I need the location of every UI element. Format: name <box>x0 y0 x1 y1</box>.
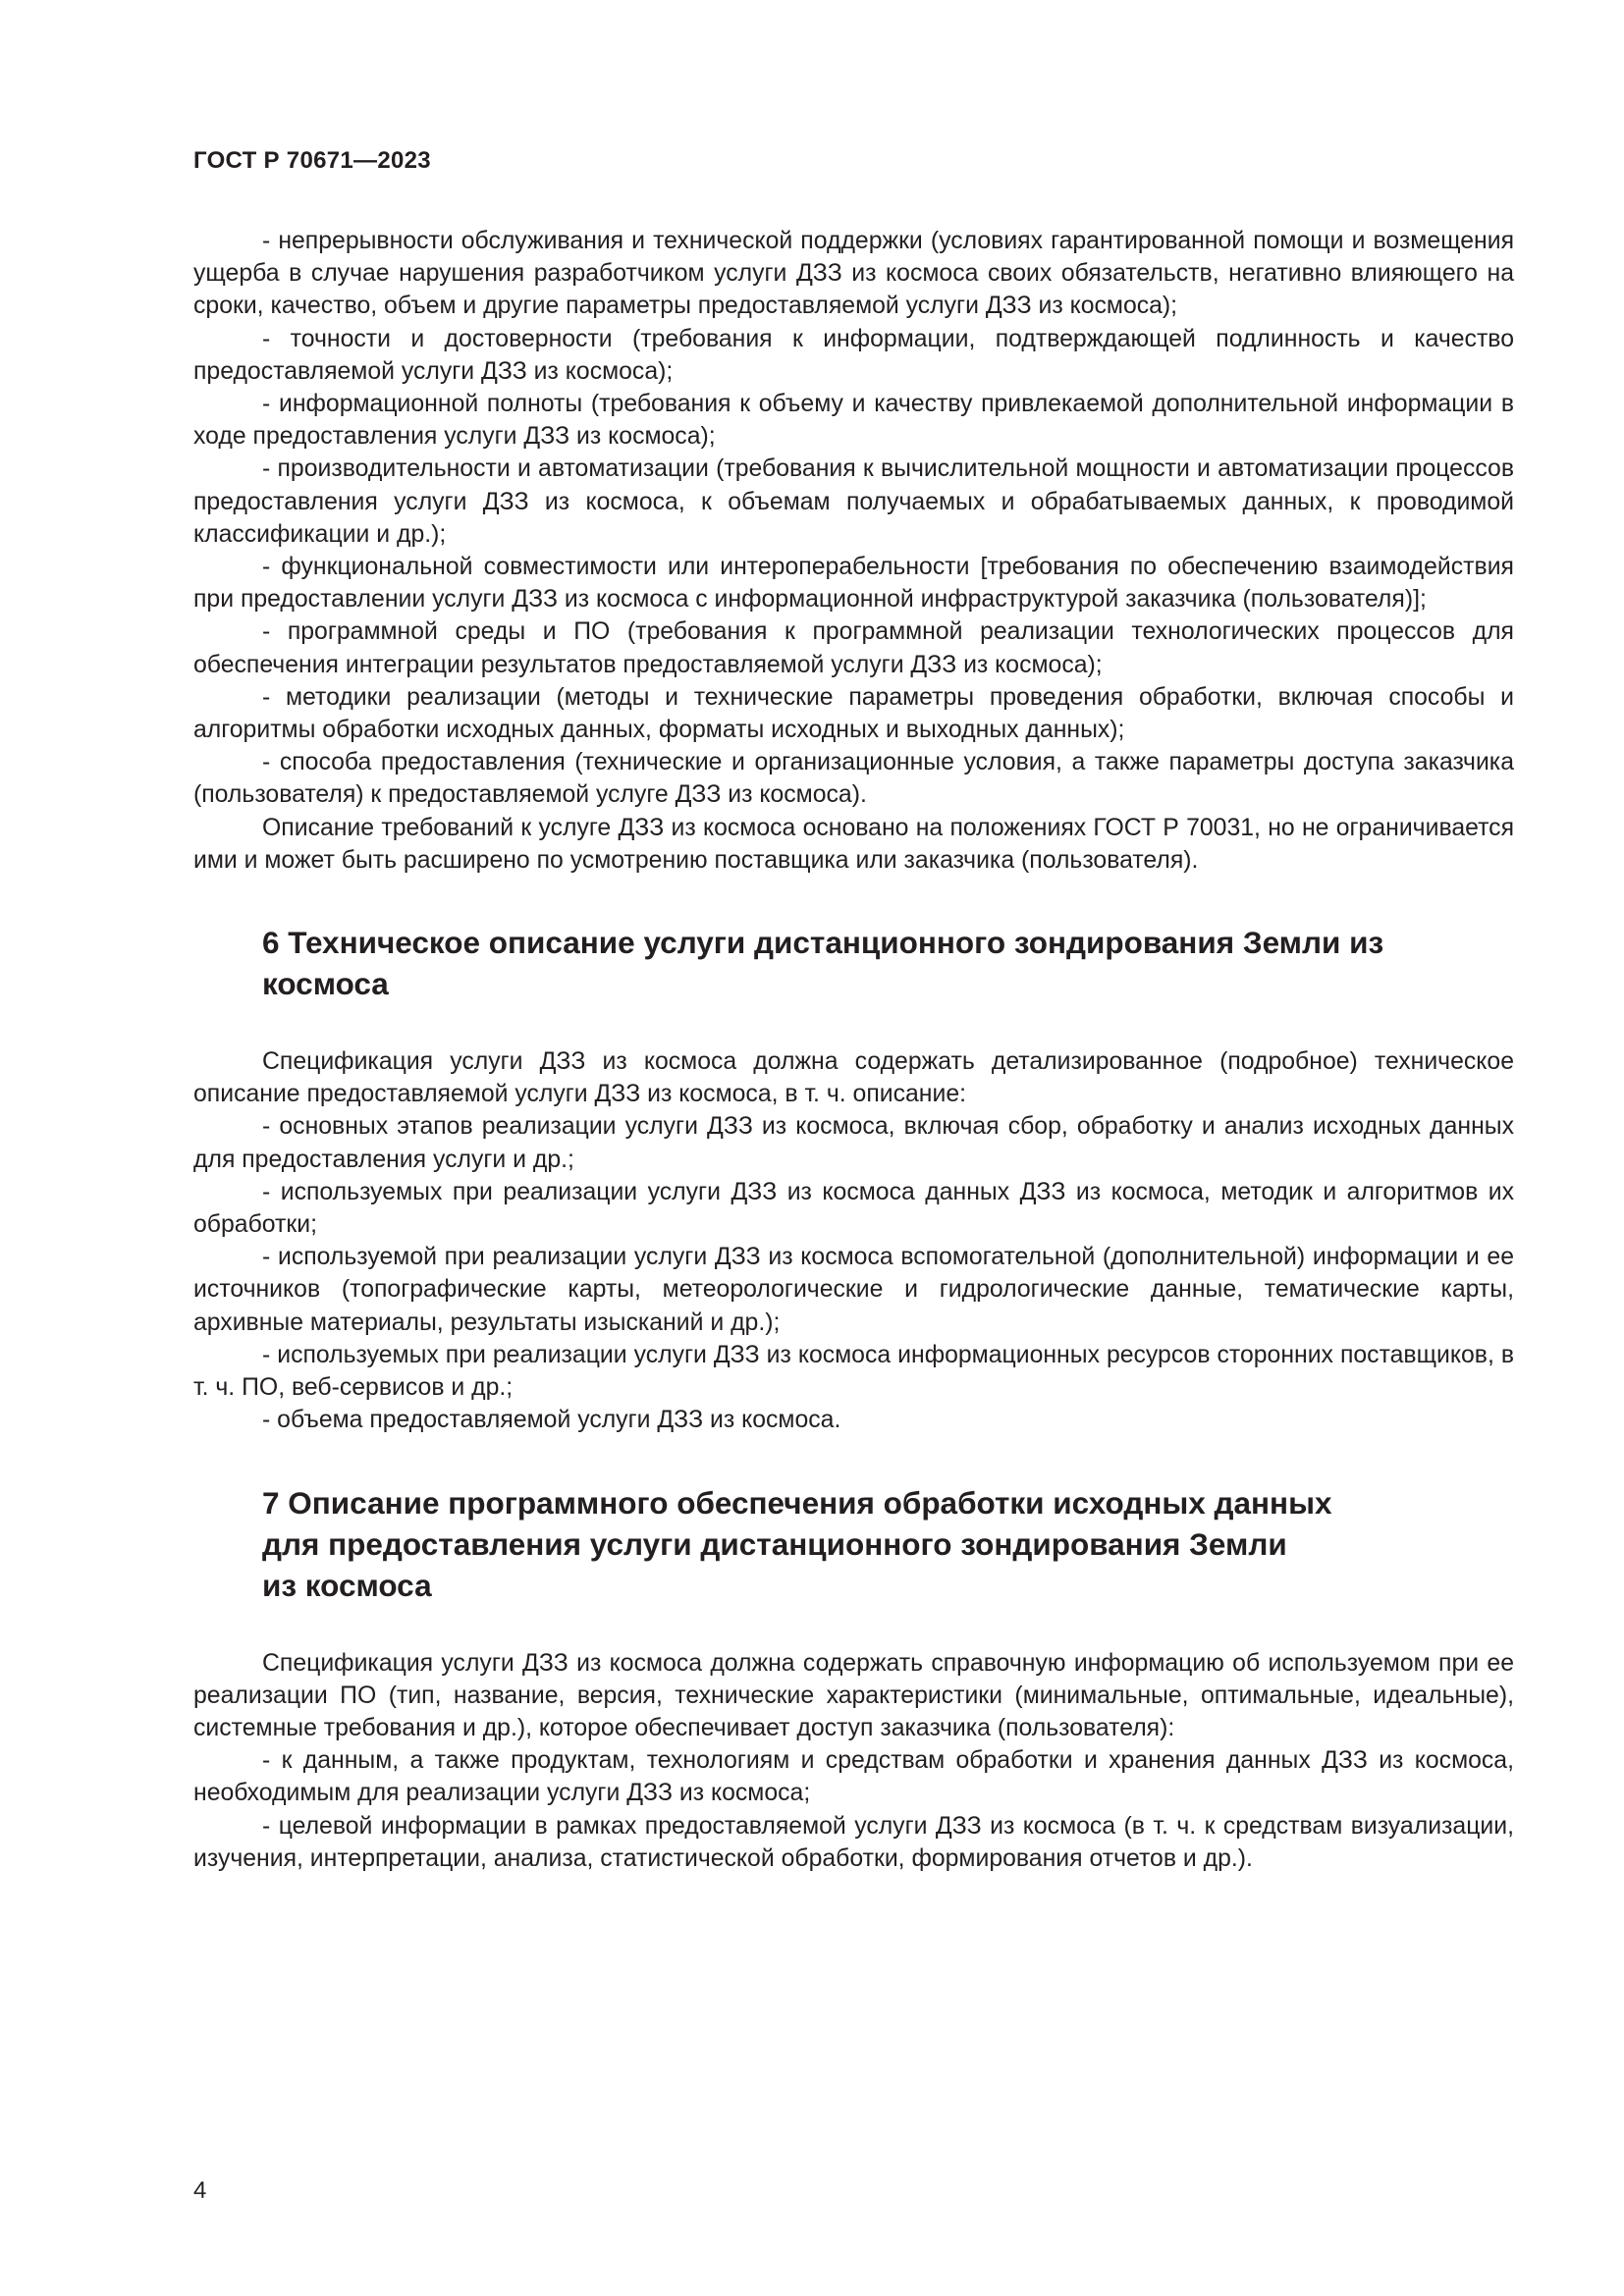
list-item-third-party-resources: - используемых при реализации услуги ДЗЗ из космоса информационных ресурсов сторонних поставщиков, в т. ч. ПО, веб-сервисов и др.; <box>193 1341 1514 1402</box>
list-item-service-continuity: - непрерывности обслуживания и технической поддержки (условиях гарантированной помощи и возмещения ущерба в случае нарушения разработчиком услуги ДЗЗ из космоса своих обязательств, негативно влияющего на сроки, качество, объем и другие параметры предоставляемой услуги ДЗЗ из космоса); <box>193 228 1514 320</box>
list-item-service-volume: - объема предоставляемой услуги ДЗЗ из космоса. <box>262 1407 841 1434</box>
section-6-heading <box>193 922 1514 1004</box>
document-body <box>193 225 1514 1875</box>
requirements-description-paragraph: Описание требований к услуге ДЗЗ из космоса основано на положениях ГОСТ Р 70031, но не ограничивается ими и может быть расширено по усмотрению поставщика или заказчика (пользователя). <box>193 814 1514 874</box>
list-item-auxiliary-information: - используемой при реализации услуги ДЗЗ из космоса вспомогательной (дополнительной) информации и ее источников (топографические карты, метеорологические и гидрологические данные, тематические карты, архивные материалы, результаты изысканий и др.); <box>193 1244 1514 1336</box>
page-number: 4 <box>193 2177 207 2204</box>
list-item-used-data-methods: - используемых при реализации услуги ДЗЗ из космоса данных ДЗЗ из космоса, методик и алгоритмов их обработки; <box>193 1178 1514 1239</box>
list-item-implementation-methodology: - методики реализации (методы и технические параметры проведения обработки, включая способы и алгоритмы обработки исходных данных, форматы исходных и выходных данных); <box>193 683 1514 744</box>
section-7-heading-line-3: из космоса <box>262 1567 432 1603</box>
list-item-target-information: - целевой информации в рамках предоставляемой услуги ДЗЗ из космоса (в т. ч. к средствам визуализации, изучения, интерпретации, анализа, статистической обработки, формирования отчетов и др.). <box>193 1812 1514 1872</box>
document-code-header: ГОСТ Р 70671—2023 <box>193 147 431 174</box>
list-item-interoperability: - функциональной совместимости или интероперабельности [требования по обеспечению взаимодействия при предоставлении услуги ДЗЗ из космоса с информационной инфраструктурой заказчика (пользователя)]; <box>193 554 1514 614</box>
list-item-delivery-method: - способа предоставления (технические и организационные условия, а также параметры доступа заказчика (пользователя) к предоставляемой услуге ДЗЗ из космоса). <box>193 749 1514 809</box>
section-7-intro-paragraph: Спецификация услуги ДЗЗ из космоса должна содержать справочную информацию об используемом при ее реализации ПО (тип, название, версия, технические характеристики (минимальные, оптимальные, идеальные), системные требования и др.), которое обеспечивает доступ заказчика (пользователя): <box>193 1649 1514 1741</box>
section-7-heading <box>193 1482 1514 1606</box>
list-item-performance-automation: - производительности и автоматизации (требования к вычислительной мощности и автоматизации процессов предоставления услуги ДЗЗ из космоса, к объемам получаемых и обрабатываемых данных, к проводимой классификации и др.); <box>193 455 1514 548</box>
list-item-accuracy-reliability: - точности и достоверности (требования к информации, подтверждающей подлинность и качество предоставляемой услуги ДЗЗ из космоса); <box>193 325 1514 385</box>
list-item-information-completeness: - информационной полноты (требования к объему и качеству привлекаемой дополнительной информации в ходе предоставления услуги ДЗЗ из космоса); <box>193 391 1514 451</box>
section-6-heading-line-2: космоса <box>262 966 389 1002</box>
list-item-data-access: - к данным, а также продуктам, технологиям и средствам обработки и хранения данных ДЗЗ из космоса, необходимым для реализации услуги ДЗЗ из космоса; <box>193 1747 1514 1807</box>
list-item-software-environment: - программной среды и ПО (требования к программной реализации технологических процессов для обеспечения интеграции результатов предоставляемой услуги ДЗЗ из космоса); <box>193 618 1514 678</box>
section-7-heading-line-1: 7 Описание программного обеспечения обработки исходных данных <box>262 1484 1332 1521</box>
section-6-heading-line-1: 6 Техническое описание услуги дистанционного зондирования Земли из <box>262 925 1384 961</box>
section-7-heading-line-2: для предоставления услуги дистанционного зондирования Земли <box>262 1525 1287 1562</box>
list-item-main-stages: - основных этапов реализации услуги ДЗЗ из космоса, включая сбор, обработку и анализ исходных данных для предоставления услуги и др.; <box>193 1113 1514 1173</box>
document-page <box>193 0 1514 2296</box>
section-6-intro-paragraph: Спецификация услуги ДЗЗ из космоса должна содержать детализированное (подробное) техническое описание предоставляемой услуги ДЗЗ из космоса, в т. ч. описание: <box>193 1048 1514 1108</box>
